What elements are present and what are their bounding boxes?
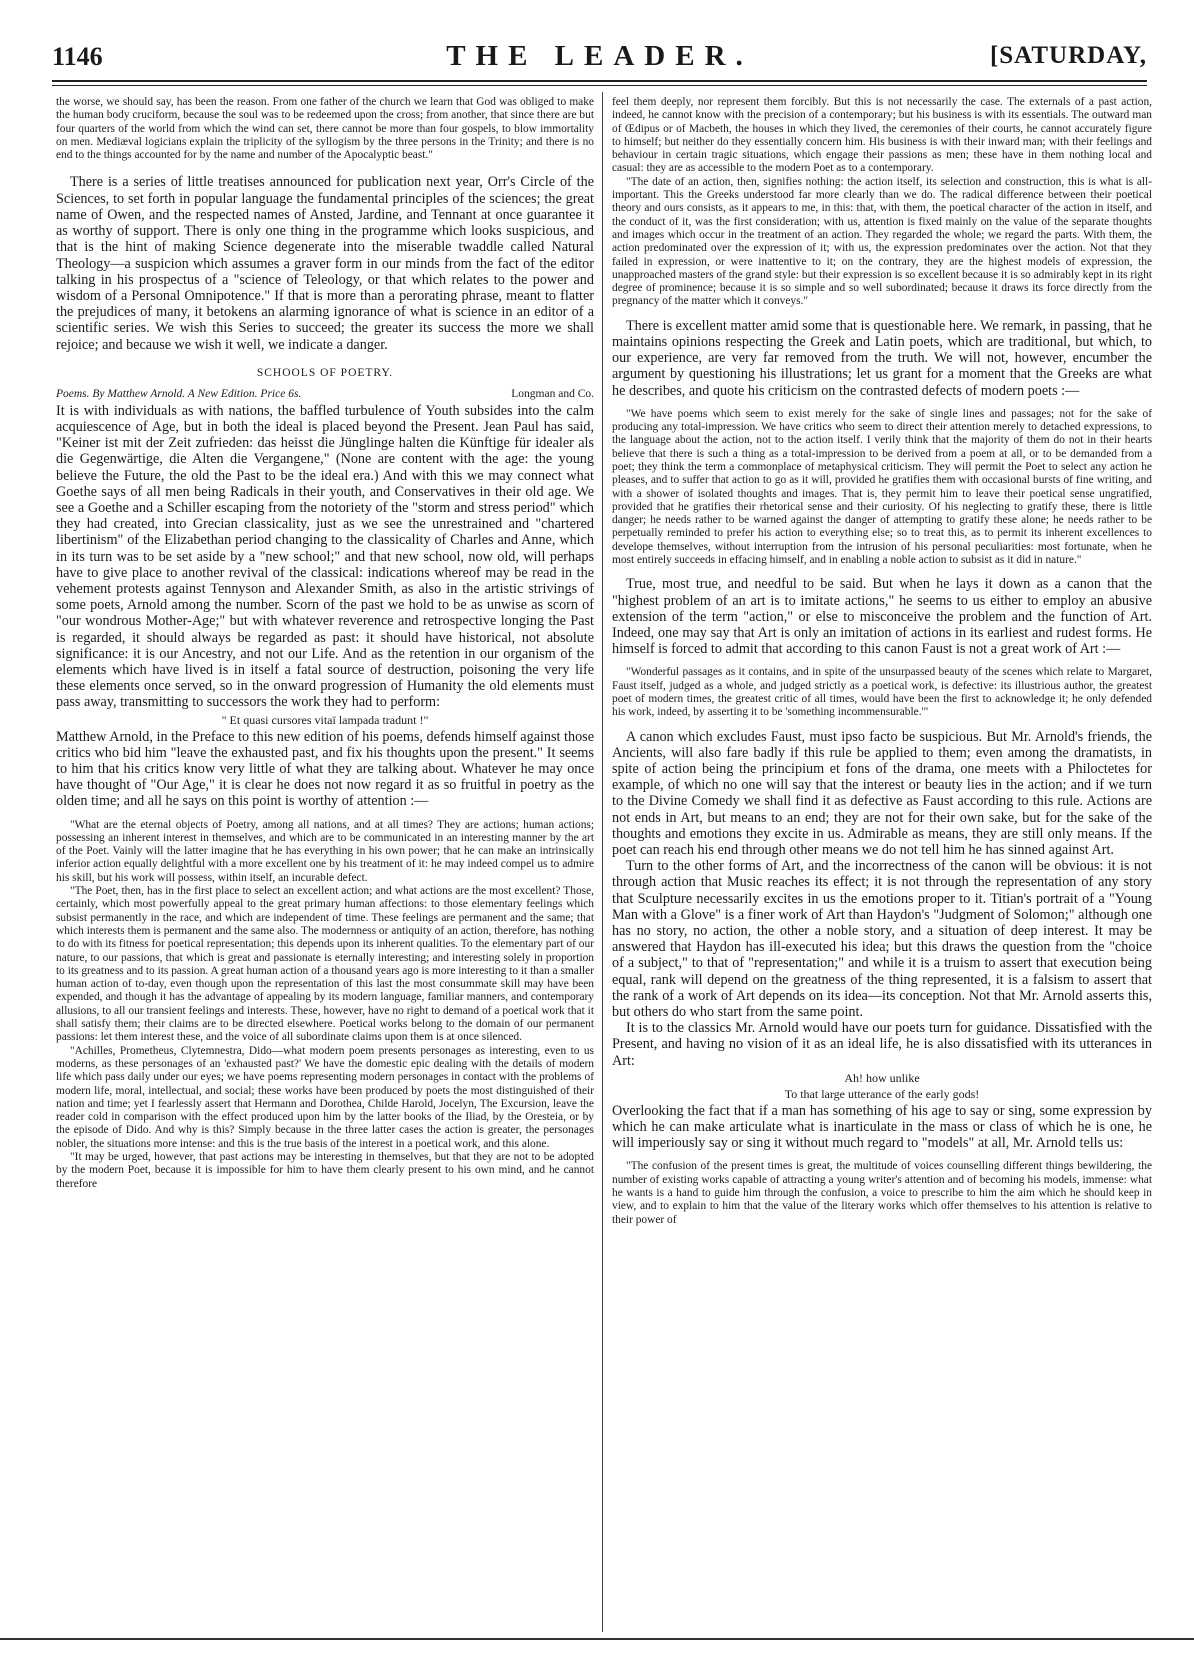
verse-line: Ah! how unlike — [844, 1070, 920, 1085]
article-paragraph: Turn to the other forms of Art, and the incorrectness of the canon will be obvious: it is not through action that Music reaches its effect; it is not through the representation of any story that Sculpture necessarily excites in us the emotions proper to it. Titian's portrait of a "Young Man with a Glove" is a finer work of Art than Haydon's "Judgment of Solomon;" although one has no story, no action, the other a noble story, and a situation of deep interest. It may be answered that Haydon has ill-executed his idea; but this draws the question from the "choice of a subject," to that of "representation;" and while it is a truism to assert that execution being equal, rank will depend on the greatness of the thing represented, it is a falsism to assert that the rank of a work of Art depends on its idea—its conception. Not that Mr. Arnold asserts this, but others do who start from the same point. — [612, 858, 1152, 1020]
quote-paragraph: "Wonderful passages as it contains, and in spite of the unsurpassed beauty of the scenes which relate to Margaret, Faust itself, judged as a whole, and judged strictly as a poetical work, is defective: its illustrious author, the greatest poet of modern times, the greatest critic of all times, would have been the first to acknowledge it; he only defended his work, indeed, by asserting it to be 'something incommensurable.'" — [612, 666, 1152, 719]
article-paragraph: Overlooking the fact that if a man has something of his age to say or sing, some expression by which he can make articulate what is inarticulate in the mass or class of which he is one, he will imperiously say or sing it without much regard to "models" at all, Mr. Arnold tells us: — [612, 1102, 1152, 1152]
masthead-rule-thin — [52, 85, 1147, 86]
article-paragraph: True, most true, and needful to be said. But when he lays it down as a canon that the "highest problem of an art is to imitate actions," he seems to us either to employ an abusive extension of the term "action," or else to misconceive the problem and the function of Art. Indeed, one may say that Art is only an imitation of actions in its earliest and rudest forms. He himself is forced to admit that according to this canon Faust is not a great work of Art :— — [612, 576, 1152, 658]
quote-paragraph: "We have poems which seem to exist merely for the sake of single lines and passages; not for the sake of producing any total-impression. We have critics who seem to direct their attention merely to detached expressions, to the language about the action, not to the action itself. I verily think that the majority of them do not in their hearts believe that there is such a thing as a total-impression to be derived from a poem at all, or to be demanded from a poet; they think the term a commonplace of metaphysical criticism. They will permit the Poet to select any action he pleases, and to suffer that action to go as it will, provided he gratifies them with occasional bursts of fine writing, and with a shower of isolated thoughts and images. That is, they permit him to leave their poetical sense ungratified, provided that he gratifies their rhetorical sense and their curiosity. Of his neglecting to gratify these, there is little danger; he needs rather to be warned against the danger of attempting to gratify these alone; he needs rather to be perpetually reminded to prefer his action to everything else; so to treat this, as to permit its inherent excellences to develope themselves, without interruption from the intrusion of his personal peculiarities: most fortunate, when he most entirely succeeds in effacing himself, and in enabling a noble action to subsist as it did in nature." — [612, 407, 1152, 567]
review-header — [56, 387, 594, 401]
article-paragraph: A canon which excludes Faust, must ipso facto be suspicious. But Mr. Arnold's friends, the Ancients, will also fare badly if this rule be applied to them; even among the dramatists, in spite of action being the principium et fons of the drama, one meets with a Philoctetes for example, of which no one will say that the interest or beauty lies in the action; and if we turn to the Divine Comedy we shall find it as defective as Faust according to this rule. Actions are not ends in Art, but means to an end; they are not for their own sake, but for the sake of the thoughts and emotions they excite in us. Admirable as means, they are still only means. If the poet can reach his end through other means we do not tell him he has sinned against Art. — [612, 728, 1152, 858]
verse-line: To that large utterance of the early gods! — [784, 1086, 980, 1101]
article-paragraph: It is to the classics Mr. Arnold would have our poets turn for guidance. Dissatisfied with the Present, and having no vision of it as an ideal life, he is also dissatisfied with its utterances in Art: — [612, 1020, 1152, 1069]
article-paragraph: There is a series of little treatises announced for publication next year, Orr's Circle of the Sciences, to set forth in popular language the fundamental principles of the sciences; the great name of Owen, and the respected names of Ansted, Jardine, and Tennant at once guarantee it as worthy of support. There is only one thing in the programme which looks suspicious, and that is the hint of making Science degenerate into the miserable twaddle called Natural Theology—a suspicion which assumes a graver form in our minds from the fact of the editor talking in his prospectus of a "science of Teleology, or that which relates to the power and wisdom of a Personal Omnipotence." If that is more than a perorating phrase, meant to flatter the prejudices of many, it betokens an alarming ignorance of what is science in an editor of a scientific series. We wish this Series to succeed; the greater its success the more we shall rejoice; and because we wish it well, we indicate a danger. — [56, 174, 594, 353]
page-number: 1146 — [52, 42, 103, 71]
verse-quote: " Et quasi cursores vitaï lampada tradunt !" — [221, 712, 429, 727]
quote-paragraph: "The Poet, then, has in the first place to select an excellent action; and what actions are the most excellent? Those, certainly, which most powerfully appeal to the great primary human affections: to those elementary feelings which subsist permanently in the race, and which are independent of time. These feelings are permanent and the same; that which interests them is permanent and the same also. The modernness or antiquity of an action, therefore, has nothing to do with its fitness for poetical representation; this depends upon its inherent qualities. To the elementary part of our nature, to our passions, that which is great and passionate is eternally interesting; and interesting solely in proportion to its greatness and to its passion. A great human action of a thousand years ago is more interesting to it than a smaller human action of to-day, even though upon the representation of this last the most consummate skill may have been expended, and though it has the advantage of appealing by its modern language, familiar manners, and contemporary allusions, to all our transient feelings and interests. These, however, have no right to demand of a poetical work that it shall satisfy them; their claims are to be directed elsewhere. Poetical works belong to the domain of our permanent passions: let them interest these, and the voice of all subordinate claims upon them is at once silenced. — [56, 885, 594, 1044]
left-column — [56, 96, 594, 1638]
quote-paragraph: "The date of an action, then, signifies nothing: the action itself, its selection and construction, this is what is all-important. This the Greeks understood far more clearly than we do. The radical difference between their poetical theory and ours consists, as it appears to me, in this: that, with them, the poetical character of the action in itself, and the conduct of it, was the first consideration; with us, attention is fixed mainly on the value of the separate thoughts and images which occur in the treatment of an action. They regarded the whole; we regard the parts. With them, the action predominated over the expression of it; with us, the expression predominates over the action. Not that they failed in expression, or were inattentive to it; on the contrary, they are the highest models of expression, the unapproached masters of the grand style: but their expression is so excellent because it is so admirably kept in its right degree of prominence; because it is so simple and so well subordinated; because it draws its force directly from the pregnancy of the matter which it conveys." — [612, 175, 1152, 308]
newspaper-title: THE LEADER. — [446, 40, 753, 72]
section-heading: SCHOOLS OF POETRY. — [256, 366, 394, 379]
review-title: Poems. By Matthew Arnold. A New Edition. Price 6s. — [56, 387, 302, 400]
right-column — [612, 96, 1152, 1638]
quote-paragraph: feel them deeply, nor represent them forcibly. But this is not necessarily the case. The externals of a past action, indeed, he cannot know with the precision of a contemporary; but his business is with its essentials. The outward man of Œdipus or of Macbeth, the houses in which they lived, the ceremonies of their courts, he cannot accurately figure to himself; but neither do they essentially concern him. His business is with their inward man; with their feelings and behaviour in certain tragic situations, which engage their passions as men; these have in them nothing local and casual: they are as accessible to the modern Poet as to a contemporary. — [612, 96, 1152, 175]
masthead — [52, 42, 1147, 82]
article-paragraph: It is with individuals as with nations, the baffled turbulence of Youth subsides into the calm acquiescence of Age, but in both the ideal is placed beyond the Present. Jean Paul has said, "Keiner ist mit der Zeit zufrieden: das heisst die Jünglinge halten die Künftige für idealer als die Gegenwärtige, die Alten die Vergangene," (None are content with the age: the young believe the Future, the old the Past to be the ideal era.) And with this we may connect what Goethe says of all men being Radicals in their youth, and Conservatives in their old age. We see a Goethe and a Schiller escaping from the notoriety of the "storm and stress period" which they had created, into Grecian classicality, just as we see the unrestrained and "chartered libertinism" of the Elizabethan period changing to the classicality of Charles and Anne, which in its turn was to be set aside by a "new school;" and that new school, now old, will perhaps have to give place to another revival of the classical: indications whereof may be read in the vehement protests against Tennyson and Alexander Smith, as also in the artistic strivings of some poets, Arnold among the number. Scorn of the past we hold to be as unwise as scorn of "our wondrous Mother-Age;" but with whatever reverence and retrospective longing the Past is regarded, it should always be regarded as past: it should have historical, not absolute significance: it is our Ancestry, and not our Life. And as the retention in our organism of the elements which have lived is in itself a fatal source of destruction, poisoning the very life these elements once served, so in the onward progression of Humanity the old elements must pass away, transmitting to successors the work they had to perform: — [56, 402, 594, 711]
article-paragraph: There is excellent matter amid some that is questionable here. We remark, in passing, that he maintains opinions respecting the Greek and Latin poets, which are traditional, but which, to our experience, are very far removed from the truth. We will not, however, encumber the argument by questioning his illustrations; let us grant for a moment that the Greeks are what he describes, and quote his criticism on the contrasted defects of modern poets :— — [612, 317, 1152, 399]
article-paragraph: Matthew Arnold, in the Preface to this new edition of his poems, defends himself against those critics who bid him "leave the exhausted past, and fix his thoughts upon the present." It seems to him that his critics know very little of what they are talking about. Whatever he may once have thought of "Our Age," it is clear he does not now regard it as so fruitful in poetry as the olden time; and all he says on this point is worthy of attention :— — [56, 728, 594, 810]
quote-paragraph: "The confusion of the present times is great, the multitude of voices counselling different things bewildering, the number of existing works capable of attracting a young writer's attention and of becoming his models, immense: what he wants is a hand to guide him through the confusion, a voice to prescribe to him the aim which he should keep in view, and to explain to him that the value of the literary works which offer themselves to his attention is relative to their power of — [612, 1160, 1152, 1226]
quote-paragraph: "What are the eternal objects of Poetry, among all nations, and at all times? They are actions; human actions; possessing an inherent interest in themselves, and which are to be communicated in an interesting manner by the art of the Poet. Vainly will the latter imagine that he has everything in his own power; that he can make an intrinsically inferior action equally delightful with a more excellent one by his treatment of it: he may indeed compel us to admire his skill, but his work will possess, within itself, an incurable defect. — [56, 818, 594, 884]
column-divider — [602, 92, 603, 1632]
publisher: Longman and Co. — [511, 387, 594, 400]
issue-day: [SATURDAY, — [989, 42, 1147, 69]
page-bottom-rule — [0, 1638, 1194, 1640]
quote-paragraph: "It may be urged, however, that past actions may be interesting in themselves, but that they are not to be adopted by the modern Poet, because it is impossible for him to have them clearly present to his own mind, and he cannot therefore — [56, 1151, 594, 1190]
quote-paragraph: "Achilles, Prometheus, Clytemnestra, Dido—what modern poem presents personages as interesting, even to us moderns, as these personages of an 'exhausted past?' We have the domestic epic dealing with the details of modern life which pass daily under our eyes; we have poems representing modern personages in contact with the problems of modern life, moral, intellectual, and social; these works have been produced by poets the most distinguished of their nation and time; yet I fearlessly assert that Hermann and Dorothea, Childe Harold, Jocelyn, The Excursion, leave the reader cold in comparison with the effect produced upon him by the latter books of the Iliad, by the Oresteia, or by the episode of Dido. And why is this? Simply because in the three latter cases the action is greater, the personages nobler, the situations more intense: and this is the true basis of the interest in a poetical work, and this alone. — [56, 1044, 594, 1150]
quote-paragraph: the worse, we should say, has been the reason. From one father of the church we learn that God was obliged to make the human body cruciform, because the soul was to be redeemed upon the cross; from another, that since there are but four quarters of the world from which the wind can set, there cannot be more than four gospels, to blow immortality on men. Mediæval logicians explain the triplicity of the syllogism by the three persons in the Trinity; and there is no end to the things accounted for by the name and number of the Apocalyptic beast." — [56, 96, 594, 162]
masthead-rule — [52, 80, 1147, 82]
